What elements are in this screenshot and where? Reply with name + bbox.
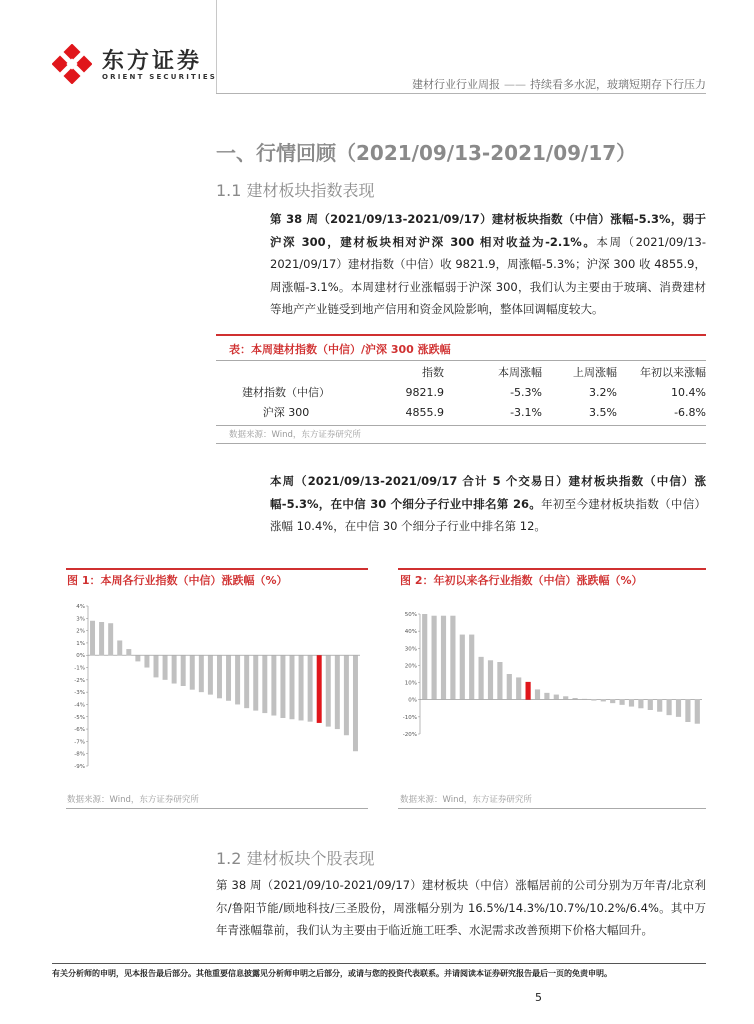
paragraph-body: 本周（2021/09/13-2021/09/17）建材指数（中信）收 9821.9，周涨幅-5.3%；沪深 300 收 4855.9，周涨幅-3.1%。本周建材行业涨幅弱于沪深 300，我们认为主要由于玻璃、消费建材等地产产业链受到地产信用和资金风险影响，整体回调幅度较大。: [270, 234, 707, 316]
chart-bar: [479, 657, 484, 700]
table-header-cell: 本周涨幅: [498, 366, 542, 379]
chart-bar: [99, 622, 104, 655]
table-cell: -6.8%: [674, 405, 706, 419]
table-header-rule: [216, 360, 706, 361]
table-cell: 3.5%: [589, 405, 617, 419]
subsection-title-1-1: 1.1 建材板块指数表现: [216, 181, 375, 200]
table-cell: -3.1%: [510, 405, 542, 419]
chart-bar: [262, 655, 267, 713]
table-cell: 沪深 300: [262, 406, 310, 419]
table-header-row: [216, 362, 706, 382]
chart-bar: [163, 655, 168, 680]
chart-bar: [199, 655, 204, 692]
table-header-cell: 上周涨幅: [573, 366, 617, 379]
figure2-top-rule: [398, 568, 706, 570]
chart-bar: [516, 677, 521, 699]
table-cell: 10.4%: [671, 385, 706, 399]
chart-bar: [469, 635, 474, 700]
chart-bar: [563, 696, 568, 699]
chart-bar: [526, 682, 531, 700]
figure2-chart: [398, 596, 706, 776]
paragraph-index-performance: [270, 208, 706, 321]
chart-bar: [573, 698, 578, 700]
chart-bar: [344, 655, 349, 735]
table-top-rule: [216, 334, 706, 336]
report-type: 建材行业行业周报: [412, 78, 500, 91]
chart-bar: [610, 700, 615, 703]
chart-bar: [299, 655, 304, 720]
table-row: [216, 402, 706, 422]
y-tick-label: -2%: [74, 677, 85, 684]
table-row: [216, 382, 706, 402]
chart-bar: [648, 700, 653, 710]
section-title: 一、行情回顾（2021/09/13-2021/09/17）: [216, 141, 637, 165]
y-tick-label: -5%: [74, 714, 85, 721]
chart-bar: [544, 693, 549, 700]
chart-bar: [422, 614, 427, 700]
table-title: 表：本周建材指数（中信）/沪深 300 涨跌幅: [229, 343, 451, 356]
footer-disclaimer: 有关分析师的申明，见本报告最后部分。其他重要信息披露见分析师申明之后部分，或请与您的投资代表联系。并请阅读本证券研究报告最后一页的免责申明。: [52, 969, 612, 978]
figure1-chart: [66, 596, 368, 776]
chart-bar: [432, 616, 437, 700]
table-cell: 3.2%: [589, 385, 617, 399]
page-number: 5: [535, 991, 542, 1004]
chart-bar: [154, 655, 159, 677]
chart-bar: [460, 635, 465, 700]
table-cell: 4855.9: [405, 405, 444, 419]
figure1-top-rule: [66, 568, 368, 570]
table-header-cell: 年初以来涨幅: [640, 366, 706, 379]
chart-bar: [226, 655, 231, 701]
y-tick-label: -9%: [74, 764, 85, 770]
y-tick-label: -6%: [74, 727, 85, 734]
index-table: [216, 362, 706, 422]
paragraph-ranking: [270, 470, 706, 538]
chart-bar: [208, 655, 213, 694]
chart-bar: [135, 655, 140, 661]
orient-securities-logo-icon: [52, 44, 92, 84]
report-header: [412, 76, 706, 92]
chart-bar: [217, 655, 222, 698]
chart-bar: [126, 649, 131, 655]
chart-bar: [235, 655, 240, 704]
figure2-title: 图 2：年初以来各行业指数（中信）涨跌幅（%）: [400, 574, 643, 587]
y-tick-label: 0%: [76, 653, 85, 660]
y-tick-label: -4%: [74, 702, 85, 709]
y-tick-label: 10%: [404, 680, 417, 687]
table-end-rule: [216, 443, 706, 444]
table-cell: -5.3%: [510, 385, 542, 399]
chart-bar: [535, 689, 540, 699]
paragraph-lead: 本周（2021/09/13-2021/09/17 合计 5 个交易日）建材板块指数（中信）涨幅-5.3%，在中信 30 个细分子行业中排名第 26。: [270, 474, 706, 511]
chart-bar: [657, 700, 662, 712]
paragraph-lead: 第 38 周（2021/09/13-2021/09/17）建材板块指数（中信）涨幅-5.3%，弱于沪深 300，建材板块相对沪深 300 相对收益为-2.1%。: [270, 212, 706, 249]
chart-bar: [90, 621, 95, 655]
chart-bar: [507, 674, 512, 700]
chart-bar: [353, 655, 358, 751]
chart-bar: [676, 700, 681, 717]
paragraph-body: 年初至今建材板块指数（中信）涨幅 10.4%，在中信 30 个细分子行业中排名第 12。: [270, 496, 707, 533]
footer-rule: [52, 963, 706, 964]
y-tick-label: 2%: [76, 628, 85, 635]
chart-bar: [117, 640, 122, 655]
table-header-cell: 指数: [422, 366, 444, 379]
chart-bar: [335, 655, 340, 729]
y-tick-label: -10%: [402, 714, 417, 721]
table-source: 数据来源：Wind，东方证券研究所: [229, 430, 361, 440]
chart-bar: [244, 655, 249, 708]
chart-bar: [290, 655, 295, 719]
chart-bar: [591, 700, 596, 701]
chart-bar: [181, 655, 186, 686]
table-cell: 建材指数（中信）: [242, 386, 330, 399]
chart-bar: [629, 700, 634, 707]
table-header-cell: [216, 362, 356, 382]
chart-bar: [601, 700, 606, 702]
chart-bar: [450, 616, 455, 700]
figure1-title: 图 1：本周各行业指数（中信）涨跌幅（%）: [67, 574, 288, 587]
chart-bar: [441, 616, 446, 700]
table-bottom-rule: [216, 425, 706, 426]
chart-bar: [667, 700, 672, 715]
y-tick-label: 30%: [404, 646, 417, 653]
chart-bar: [317, 655, 322, 723]
table-cell: 9821.9: [405, 385, 444, 399]
chart-bar: [620, 700, 625, 705]
y-tick-label: 4%: [76, 604, 85, 610]
chart-bar: [271, 655, 276, 715]
brand-name-cn: 东方证券: [102, 49, 203, 74]
y-tick-label: -1%: [74, 665, 85, 672]
y-tick-label: -20%: [402, 732, 417, 738]
y-tick-label: 20%: [404, 663, 417, 670]
paragraph-stock-performance: 第 38 周（2021/09/10-2021/09/17）建材板块（中信）涨幅居前的公司分别为万年青/北京利尔/鲁阳节能/顾地科技/三圣股份，周涨幅分别为 16.5%/14.3%/10.7%/10.2%/6.4%。其中万年青涨幅靠前，我们认为主要由于临近施工旺季、水泥需求改善预期下价格大幅回升。: [216, 878, 706, 937]
y-tick-label: -3%: [74, 690, 85, 697]
chart-bar: [326, 655, 331, 726]
y-tick-label: 1%: [76, 640, 85, 647]
chart-bar: [144, 655, 149, 667]
chart-bar: [308, 655, 313, 721]
chart-bar: [554, 695, 559, 700]
chart-bar: [190, 655, 195, 689]
y-tick-label: 40%: [404, 629, 417, 636]
y-tick-label: 0%: [408, 697, 417, 704]
chart-bar: [685, 700, 690, 722]
y-tick-label: 50%: [404, 612, 417, 618]
header-dash: ——: [504, 78, 526, 91]
chart-bar: [582, 699, 587, 700]
y-tick-label: -8%: [74, 751, 85, 758]
figure2-source: 数据来源：Wind，东方证券研究所: [400, 795, 532, 805]
report-subtitle: 持续看多水泥，玻璃短期存下行压力: [530, 78, 706, 91]
chart-bar: [488, 660, 493, 699]
header-rule: [216, 93, 706, 94]
chart-bar: [280, 655, 285, 718]
y-tick-label: -7%: [74, 739, 85, 746]
chart-bar: [695, 700, 700, 724]
figure1-source: 数据来源：Wind，东方证券研究所: [67, 795, 199, 805]
chart-bar: [108, 623, 113, 655]
figure1-bottom-rule: [66, 808, 368, 809]
brand-name-en: ORIENT SECURITIES: [102, 73, 218, 81]
y-tick-label: 3%: [76, 616, 85, 623]
chart-bar: [253, 655, 258, 710]
chart-bar: [497, 662, 502, 700]
chart-bar: [638, 700, 643, 709]
subsection-title-1-2: 1.2 建材板块个股表现: [216, 849, 375, 868]
figure2-bottom-rule: [398, 808, 706, 809]
chart-bar: [172, 655, 177, 683]
